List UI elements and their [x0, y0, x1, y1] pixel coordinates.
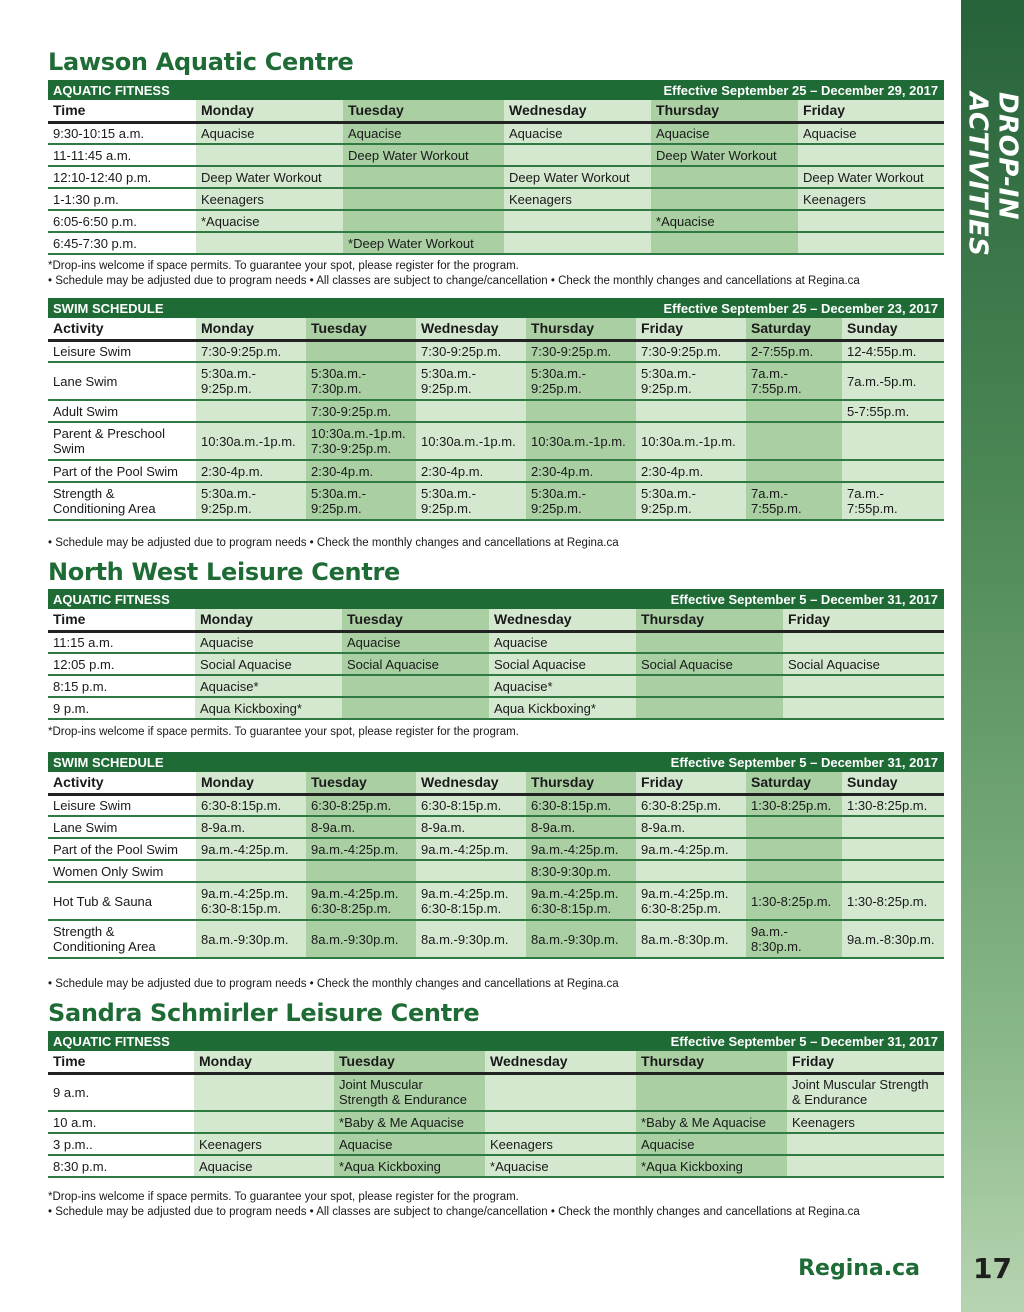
- schedule-cell: [787, 1155, 944, 1177]
- row-label: Leisure Swim: [48, 340, 196, 362]
- sandra-fitness-notes: [48, 1190, 860, 1220]
- schedule-cell: 8-9a.m.: [526, 816, 636, 838]
- table-header-bar: [48, 752, 944, 772]
- schedule-cell: 1:30-8:25p.m.: [746, 794, 842, 816]
- schedule-cell: [306, 860, 416, 882]
- schedule-cell: [196, 144, 343, 166]
- schedule-cell: [842, 816, 944, 838]
- table-row: [48, 460, 944, 482]
- column-header: Saturday: [746, 318, 842, 340]
- column-header: Thursday: [526, 318, 636, 340]
- column-header-row: [48, 100, 944, 122]
- effective-dates: Effective September 25 – December 29, 2017: [343, 80, 944, 100]
- table-row: [48, 697, 944, 719]
- schedule-cell: 2:30-4p.m.: [636, 460, 746, 482]
- row-label: 12:10-12:40 p.m.: [48, 166, 196, 188]
- table-row: [48, 860, 944, 882]
- table-row: [48, 675, 944, 697]
- schedule-cell: 12-4:55p.m.: [842, 340, 944, 362]
- schedule-cell: [196, 232, 343, 254]
- schedule-cell: Keenagers: [196, 188, 343, 210]
- schedule-cell: [504, 232, 651, 254]
- sidebar-band: [961, 0, 1024, 1312]
- schedule-cell: [636, 400, 746, 422]
- schedule-cell: 6:30-8:15p.m.: [196, 794, 306, 816]
- schedule-cell: 9a.m.-4:25p.m.: [196, 838, 306, 860]
- column-header: Wednesday: [504, 100, 651, 122]
- footer-site-link[interactable]: Regina.ca: [798, 1256, 920, 1281]
- schedule-cell: [636, 860, 746, 882]
- schedule-cell: [343, 188, 504, 210]
- column-header: Activity: [48, 318, 196, 340]
- schedule-cell: 9a.m.-4:25p.m.: [306, 838, 416, 860]
- schedule-cell: 9a.m.-4:25p.m.: [636, 838, 746, 860]
- row-label: Leisure Swim: [48, 794, 196, 816]
- schedule-cell: [842, 860, 944, 882]
- schedule-cell: 7:30-9:25p.m.: [636, 340, 746, 362]
- schedule-cell: [798, 144, 944, 166]
- table-header-bar: [48, 298, 944, 318]
- schedule-cell: 2:30-4p.m.: [196, 460, 306, 482]
- schedule-cell: 2-7:55p.m.: [746, 340, 842, 362]
- schedule-cell: 6:30-8:15p.m.: [526, 794, 636, 816]
- row-label: Part of the Pool Swim: [48, 838, 196, 860]
- schedule-cell: Deep Water Workout: [504, 166, 651, 188]
- column-header: Monday: [194, 1051, 334, 1073]
- schedule-cell: [746, 460, 842, 482]
- lawson-fitness-notes: [48, 259, 860, 289]
- column-header: Monday: [196, 318, 306, 340]
- column-header: Tuesday: [306, 318, 416, 340]
- schedule-cell: 7a.m.- 7:55p.m.: [746, 362, 842, 400]
- table-section-label: AQUATIC FITNESS: [48, 80, 343, 100]
- schedule-cell: [746, 838, 842, 860]
- schedule-cell: 9a.m.-4:25p.m. 6:30-8:25p.m.: [636, 882, 746, 920]
- schedule-cell: [194, 1111, 334, 1133]
- table-row: [48, 920, 944, 958]
- schedule-cell: [798, 232, 944, 254]
- table-row: [48, 882, 944, 920]
- schedule-cell: 8-9a.m.: [416, 816, 526, 838]
- schedule-cell: [343, 166, 504, 188]
- table-header-bar: [48, 1031, 944, 1051]
- schedule-cell: Deep Water Workout: [798, 166, 944, 188]
- table-row: [48, 400, 944, 422]
- schedule-cell: 5:30a.m.- 9:25p.m.: [416, 482, 526, 520]
- schedule-cell: Aqua Kickboxing*: [195, 697, 342, 719]
- schedule-cell: 6:30-8:25p.m.: [306, 794, 416, 816]
- schedule-cell: 5:30a.m.- 7:30p.m.: [306, 362, 416, 400]
- schedule-cell: [485, 1111, 636, 1133]
- centre-title-sandra: Sandra Schmirler Leisure Centre: [48, 999, 480, 1027]
- schedule-cell: Aquacise: [489, 631, 636, 653]
- row-label: 3 p.m..: [48, 1133, 194, 1155]
- table-row: [48, 1111, 944, 1133]
- schedule-cell: Aquacise: [334, 1133, 485, 1155]
- schedule-cell: [651, 166, 798, 188]
- schedule-cell: 7a.m.- 7:55p.m.: [842, 482, 944, 520]
- row-label: 10 a.m.: [48, 1111, 194, 1133]
- schedule-cell: 9a.m.-4:25p.m. 6:30-8:15p.m.: [196, 882, 306, 920]
- row-label: 8:15 p.m.: [48, 675, 195, 697]
- schedule-cell: [504, 210, 651, 232]
- schedule-cell: Keenagers: [485, 1133, 636, 1155]
- table-header-bar: [48, 80, 944, 100]
- schedule-cell: 9a.m.-4:25p.m. 6:30-8:25p.m.: [306, 882, 416, 920]
- table-row: [48, 340, 944, 362]
- schedule-cell: 5:30a.m.- 9:25p.m.: [636, 482, 746, 520]
- row-label: 11:15 a.m.: [48, 631, 195, 653]
- schedule-cell: Joint Muscular Strength & Endurance: [334, 1073, 485, 1111]
- schedule-cell: Aquacise*: [195, 675, 342, 697]
- table-section-label: SWIM SCHEDULE: [48, 752, 416, 772]
- table-row: [48, 422, 944, 460]
- table-section-label: AQUATIC FITNESS: [48, 589, 342, 609]
- schedule-cell: Keenagers: [504, 188, 651, 210]
- schedule-cell: [196, 860, 306, 882]
- schedule-cell: Keenagers: [787, 1111, 944, 1133]
- row-label: 9 a.m.: [48, 1073, 194, 1111]
- column-header: Tuesday: [334, 1051, 485, 1073]
- note-line: • Schedule may be adjusted due to program needs • Check the monthly changes and cancellations at Regina.ca: [48, 537, 619, 549]
- schedule-cell: Aquacise: [194, 1155, 334, 1177]
- column-header: Friday: [783, 609, 944, 631]
- schedule-cell: [342, 697, 489, 719]
- table-row: [48, 1133, 944, 1155]
- schedule-cell: *Deep Water Workout: [343, 232, 504, 254]
- schedule-cell: *Baby & Me Aquacise: [334, 1111, 485, 1133]
- sidebar-title: DROP-IN ACTIVITIES: [962, 92, 1023, 257]
- table-section-label: SWIM SCHEDULE: [48, 298, 416, 318]
- schedule-cell: 1:30-8:25p.m.: [842, 794, 944, 816]
- row-label: Part of the Pool Swim: [48, 460, 196, 482]
- schedule-cell: 5-7:55p.m.: [842, 400, 944, 422]
- column-header: Thursday: [651, 100, 798, 122]
- schedule-cell: [842, 422, 944, 460]
- table-row: [48, 1155, 944, 1177]
- column-header: Time: [48, 100, 196, 122]
- schedule-cell: Aquacise: [504, 122, 651, 144]
- schedule-cell: 5:30a.m.- 9:25p.m.: [416, 362, 526, 400]
- schedule-cell: [416, 400, 526, 422]
- schedule-cell: [783, 675, 944, 697]
- schedule-cell: [194, 1073, 334, 1111]
- column-header: Monday: [196, 772, 306, 794]
- column-header-row: [48, 772, 944, 794]
- schedule-cell: 9a.m.-4:25p.m.: [416, 838, 526, 860]
- schedule-cell: 2:30-4p.m.: [306, 460, 416, 482]
- schedule-cell: 10:30a.m.-1p.m. 7:30-9:25p.m.: [306, 422, 416, 460]
- schedule-cell: 9a.m.- 8:30p.m.: [746, 920, 842, 958]
- column-header: Friday: [787, 1051, 944, 1073]
- schedule-cell: 10:30a.m.-1p.m.: [636, 422, 746, 460]
- schedule-cell: Deep Water Workout: [196, 166, 343, 188]
- column-header: Sunday: [842, 318, 944, 340]
- column-header: Wednesday: [416, 772, 526, 794]
- row-label: Lane Swim: [48, 816, 196, 838]
- schedule-cell: Deep Water Workout: [343, 144, 504, 166]
- schedule-cell: Aquacise: [343, 122, 504, 144]
- page-number: 17: [973, 1252, 1012, 1285]
- column-header-row: [48, 318, 944, 340]
- schedule-cell: 7a.m.- 7:55p.m.: [746, 482, 842, 520]
- row-label: 12:05 p.m.: [48, 653, 195, 675]
- schedule-cell: [342, 675, 489, 697]
- northwest-swim-schedule-table: [48, 752, 944, 959]
- lawson-swim-notes: [48, 536, 619, 551]
- schedule-cell: *Aquacise: [651, 210, 798, 232]
- schedule-cell: [636, 1073, 787, 1111]
- column-header: Time: [48, 609, 195, 631]
- row-label: 11-11:45 a.m.: [48, 144, 196, 166]
- column-header: Wednesday: [416, 318, 526, 340]
- table-row: [48, 1073, 944, 1111]
- sandra-aquatic-fitness-table: [48, 1031, 944, 1178]
- note-line: *Drop-ins welcome if space permits. To guarantee your spot, please register for the program.: [48, 726, 519, 738]
- schedule-cell: 9a.m.-4:25p.m.: [526, 838, 636, 860]
- centre-title-northwest: North West Leisure Centre: [48, 558, 401, 586]
- schedule-cell: [842, 460, 944, 482]
- schedule-cell: 8-9a.m.: [306, 816, 416, 838]
- column-header: Activity: [48, 772, 196, 794]
- schedule-cell: 10:30a.m.-1p.m.: [526, 422, 636, 460]
- column-header: Time: [48, 1051, 194, 1073]
- column-header: Thursday: [526, 772, 636, 794]
- schedule-cell: Aquacise: [196, 122, 343, 144]
- schedule-cell: 5:30a.m.- 9:25p.m.: [636, 362, 746, 400]
- row-label: 1-1:30 p.m.: [48, 188, 196, 210]
- column-header: Wednesday: [489, 609, 636, 631]
- schedule-cell: *Aquacise: [196, 210, 343, 232]
- schedule-cell: 2:30-4p.m.: [416, 460, 526, 482]
- schedule-cell: *Aqua Kickboxing: [334, 1155, 485, 1177]
- schedule-cell: Joint Muscular Strength & Endurance: [787, 1073, 944, 1111]
- note-line: • Schedule may be adjusted due to program needs • All classes are subject to change/cancellation • Check the monthly changes and cancellations at Regina.ca: [48, 275, 860, 287]
- schedule-cell: 10:30a.m.-1p.m.: [416, 422, 526, 460]
- schedule-cell: 10:30a.m.-1p.m.: [196, 422, 306, 460]
- table-row: [48, 144, 944, 166]
- schedule-cell: Social Aquacise: [342, 653, 489, 675]
- schedule-cell: [485, 1073, 636, 1111]
- schedule-cell: 5:30a.m.- 9:25p.m.: [526, 482, 636, 520]
- schedule-cell: [746, 860, 842, 882]
- table-row: [48, 838, 944, 860]
- schedule-cell: Keenagers: [798, 188, 944, 210]
- note-line: *Drop-ins welcome if space permits. To guarantee your spot, please register for the program.: [48, 260, 519, 272]
- schedule-cell: *Aquacise: [485, 1155, 636, 1177]
- schedule-cell: 2:30-4p.m.: [526, 460, 636, 482]
- lawson-swim-schedule-table: [48, 298, 944, 521]
- schedule-cell: Social Aquacise: [195, 653, 342, 675]
- column-header-row: [48, 609, 944, 631]
- schedule-cell: Aquacise: [342, 631, 489, 653]
- table-section-label: AQUATIC FITNESS: [48, 1031, 334, 1051]
- schedule-cell: Aquacise: [798, 122, 944, 144]
- lawson-aquatic-fitness-table: [48, 80, 944, 255]
- row-label: Lane Swim: [48, 362, 196, 400]
- table-row: [48, 210, 944, 232]
- column-header: Thursday: [636, 609, 783, 631]
- row-label: Strength & Conditioning Area: [48, 482, 196, 520]
- column-header: Friday: [636, 318, 746, 340]
- schedule-cell: *Aqua Kickboxing: [636, 1155, 787, 1177]
- table-row: [48, 794, 944, 816]
- schedule-cell: [651, 232, 798, 254]
- row-label: 9 p.m.: [48, 697, 195, 719]
- schedule-cell: 7:30-9:25p.m.: [416, 340, 526, 362]
- note-line: • Schedule may be adjusted due to program needs • All classes are subject to change/cancellation • Check the monthly changes and cancellations at Regina.ca: [48, 1206, 860, 1218]
- effective-dates: Effective September 5 – December 31, 2017: [416, 752, 944, 772]
- schedule-cell: 8:30-9:30p.m.: [526, 860, 636, 882]
- schedule-cell: 5:30a.m.- 9:25p.m.: [196, 362, 306, 400]
- schedule-cell: 7:30-9:25p.m.: [306, 400, 416, 422]
- column-header: Friday: [636, 772, 746, 794]
- schedule-cell: [343, 210, 504, 232]
- row-label: Adult Swim: [48, 400, 196, 422]
- schedule-cell: Social Aquacise: [489, 653, 636, 675]
- table-row: [48, 631, 944, 653]
- schedule-cell: 1:30-8:25p.m.: [842, 882, 944, 920]
- schedule-cell: Deep Water Workout: [651, 144, 798, 166]
- effective-dates: Effective September 5 – December 31, 2017: [334, 1031, 944, 1051]
- effective-dates: Effective September 5 – December 31, 2017: [342, 589, 944, 609]
- schedule-cell: 8a.m.-8:30p.m.: [636, 920, 746, 958]
- table-row: [48, 362, 944, 400]
- column-header: Tuesday: [343, 100, 504, 122]
- schedule-cell: Aquacise: [195, 631, 342, 653]
- schedule-cell: [306, 340, 416, 362]
- schedule-cell: 7:30-9:25p.m.: [196, 340, 306, 362]
- effective-dates: Effective September 25 – December 23, 2017: [416, 298, 944, 318]
- schedule-cell: 8-9a.m.: [636, 816, 746, 838]
- schedule-cell: [416, 860, 526, 882]
- table-row: [48, 166, 944, 188]
- schedule-cell: [526, 400, 636, 422]
- column-header-row: [48, 1051, 944, 1073]
- table-row: [48, 122, 944, 144]
- note-line: *Drop-ins welcome if space permits. To guarantee your spot, please register for the program.: [48, 1191, 519, 1203]
- schedule-cell: 6:30-8:25p.m.: [636, 794, 746, 816]
- note-line: • Schedule may be adjusted due to program needs • Check the monthly changes and cancellations at Regina.ca: [48, 978, 619, 990]
- schedule-cell: [746, 816, 842, 838]
- schedule-cell: 8a.m.-9:30p.m.: [416, 920, 526, 958]
- column-header: Wednesday: [485, 1051, 636, 1073]
- column-header: Saturday: [746, 772, 842, 794]
- schedule-cell: 8a.m.-9:30p.m.: [306, 920, 416, 958]
- column-header: Thursday: [636, 1051, 787, 1073]
- schedule-cell: *Baby & Me Aquacise: [636, 1111, 787, 1133]
- schedule-cell: [787, 1133, 944, 1155]
- schedule-cell: Keenagers: [194, 1133, 334, 1155]
- schedule-cell: [798, 210, 944, 232]
- schedule-cell: [651, 188, 798, 210]
- row-label: 6:05-6:50 p.m.: [48, 210, 196, 232]
- schedule-cell: 6:30-8:15p.m.: [416, 794, 526, 816]
- schedule-cell: 9a.m.-8:30p.m.: [842, 920, 944, 958]
- row-label: Women Only Swim: [48, 860, 196, 882]
- column-header: Tuesday: [306, 772, 416, 794]
- schedule-cell: 7a.m.-5p.m.: [842, 362, 944, 400]
- northwest-swim-notes: [48, 977, 619, 992]
- schedule-cell: 5:30a.m.- 9:25p.m.: [306, 482, 416, 520]
- column-header: Sunday: [842, 772, 944, 794]
- table-row: [48, 816, 944, 838]
- schedule-cell: [783, 631, 944, 653]
- schedule-cell: 1:30-8:25p.m.: [746, 882, 842, 920]
- schedule-cell: [504, 144, 651, 166]
- schedule-cell: 9a.m.-4:25p.m. 6:30-8:15p.m.: [526, 882, 636, 920]
- row-label: 6:45-7:30 p.m.: [48, 232, 196, 254]
- schedule-cell: [636, 697, 783, 719]
- centre-title-lawson: Lawson Aquatic Centre: [48, 48, 354, 76]
- schedule-cell: [636, 631, 783, 653]
- schedule-cell: 5:30a.m.- 9:25p.m.: [526, 362, 636, 400]
- row-label: Strength & Conditioning Area: [48, 920, 196, 958]
- schedule-cell: [636, 675, 783, 697]
- column-header: Tuesday: [342, 609, 489, 631]
- schedule-cell: 9a.m.-4:25p.m. 6:30-8:15p.m.: [416, 882, 526, 920]
- table-header-bar: [48, 589, 944, 609]
- schedule-cell: [746, 422, 842, 460]
- schedule-cell: [842, 838, 944, 860]
- table-row: [48, 482, 944, 520]
- table-row: [48, 653, 944, 675]
- northwest-fitness-notes: [48, 725, 519, 740]
- schedule-cell: 8a.m.-9:30p.m.: [196, 920, 306, 958]
- schedule-cell: 8-9a.m.: [196, 816, 306, 838]
- schedule-cell: Social Aquacise: [636, 653, 783, 675]
- row-label: Parent & Preschool Swim: [48, 422, 196, 460]
- schedule-cell: Social Aquacise: [783, 653, 944, 675]
- schedule-cell: [196, 400, 306, 422]
- row-label: Hot Tub & Sauna: [48, 882, 196, 920]
- row-label: 8:30 p.m.: [48, 1155, 194, 1177]
- table-row: [48, 188, 944, 210]
- schedule-cell: Aquacise: [651, 122, 798, 144]
- schedule-cell: Aqua Kickboxing*: [489, 697, 636, 719]
- column-header: Monday: [195, 609, 342, 631]
- schedule-cell: Aquacise*: [489, 675, 636, 697]
- schedule-cell: 5:30a.m.- 9:25p.m.: [196, 482, 306, 520]
- schedule-cell: [783, 697, 944, 719]
- table-row: [48, 232, 944, 254]
- northwest-aquatic-fitness-table: [48, 589, 944, 720]
- schedule-cell: 8a.m.-9:30p.m.: [526, 920, 636, 958]
- schedule-cell: Aquacise: [636, 1133, 787, 1155]
- column-header: Friday: [798, 100, 944, 122]
- schedule-cell: [746, 400, 842, 422]
- schedule-cell: 7:30-9:25p.m.: [526, 340, 636, 362]
- row-label: 9:30-10:15 a.m.: [48, 122, 196, 144]
- column-header: Monday: [196, 100, 343, 122]
